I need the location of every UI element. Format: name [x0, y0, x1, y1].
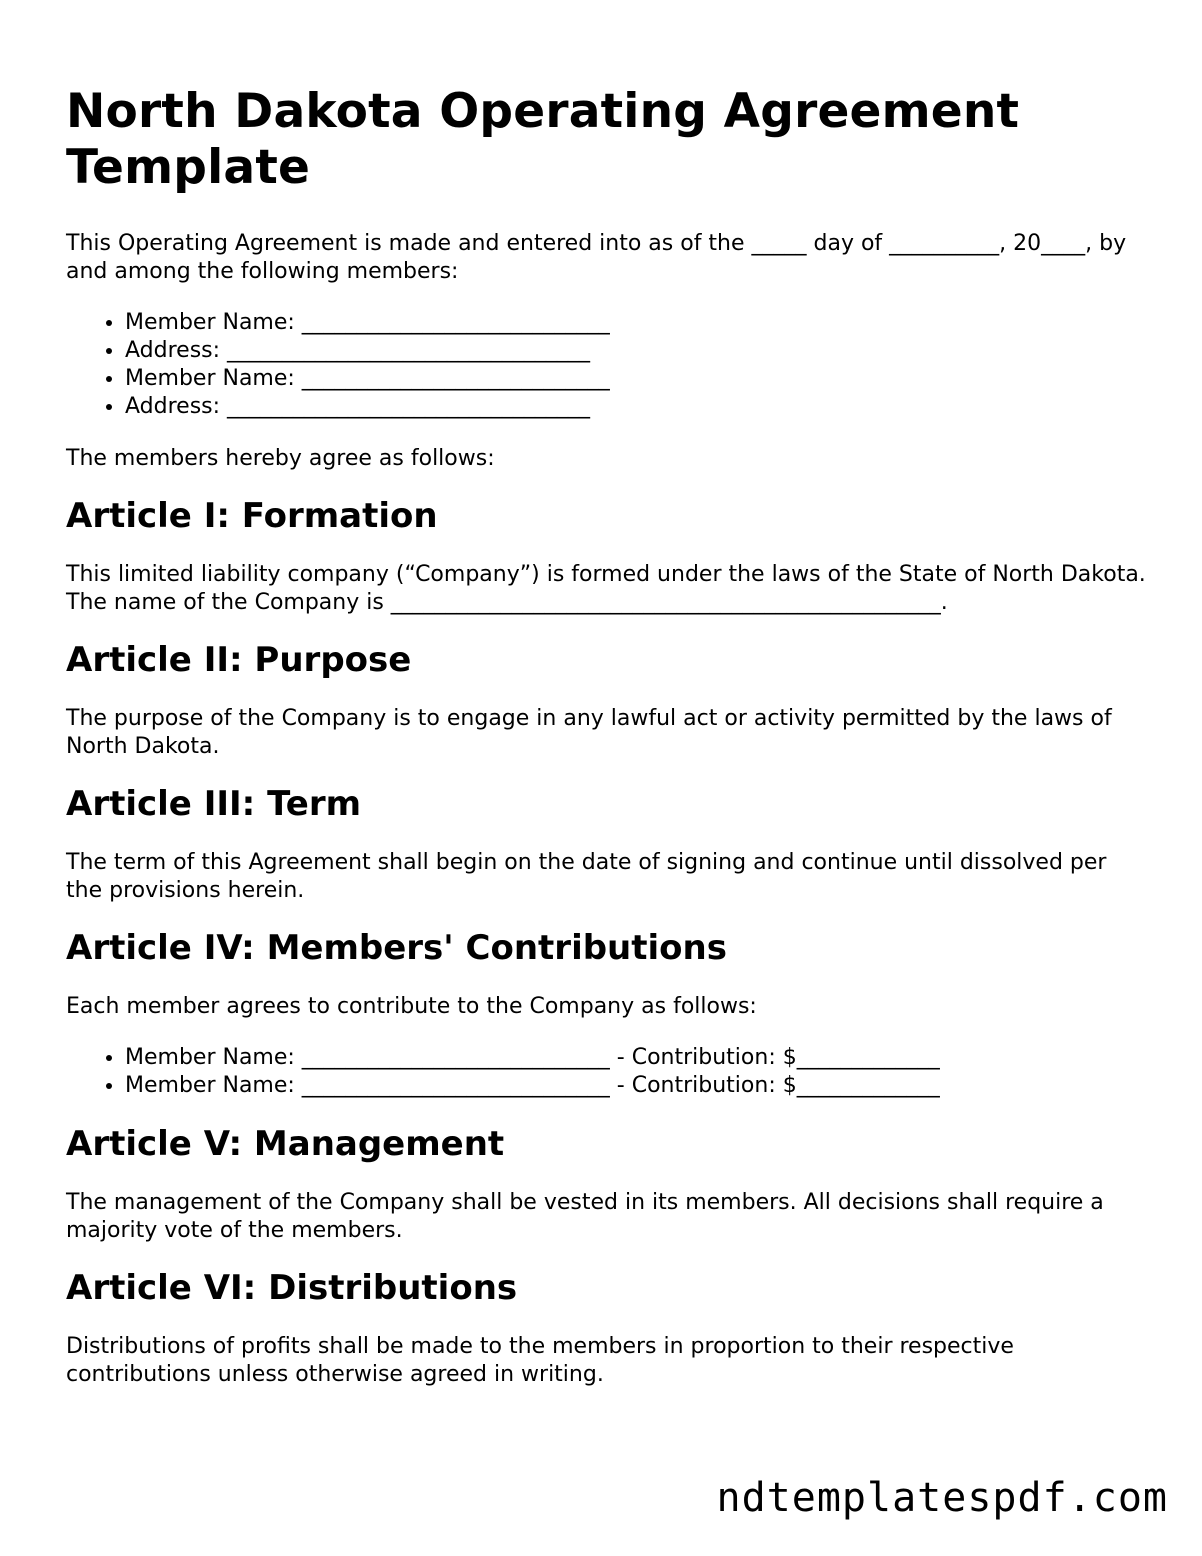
watermark-text: ndtemplatespdf.com: [716, 1475, 1168, 1521]
article-heading-contributions: Article IV: Members' Contributions: [66, 928, 727, 968]
list-item: • Member Name: ____________________________ - Contribution: $_____________: [125, 1044, 1146, 1072]
document-title: North Dakota Operating Agreement Template: [66, 84, 1020, 195]
article-body-management: The management of the Company shall be vested in its members. All decisions shall require a majority vote of the members.: [66, 1190, 1104, 1243]
list-item: • Member Name: ____________________________: [125, 309, 1146, 337]
article-heading-purpose: Article II: Purpose: [66, 640, 412, 680]
article-heading-distributions: Article VI: Distributions: [66, 1268, 518, 1308]
members-list: [66, 309, 1146, 421]
intro-paragraph: This Operating Agreement is made and entered into as of the _____ day of __________, 20____, by and among the following members:: [66, 231, 1127, 284]
agree-paragraph: The members hereby agree as follows:: [66, 446, 495, 471]
document-page: [66, 84, 1146, 1412]
article-heading-management: Article V: Management: [66, 1124, 505, 1164]
article-heading-formation: Article I: Formation: [66, 496, 438, 536]
list-item: • Member Name: ____________________________ - Contribution: $_____________: [125, 1072, 1146, 1100]
list-item: • Member Name: ____________________________: [125, 365, 1146, 393]
article-heading-term: Article III: Term: [66, 784, 362, 824]
article-body-purpose: The purpose of the Company is to engage in any lawful act or activity permitted by the laws of North Dakota.: [66, 706, 1112, 759]
article-body-contributions: Each member agrees to contribute to the Company as follows:: [66, 994, 757, 1019]
list-item: • Address: _________________________________: [125, 337, 1146, 365]
article-body-distributions: Distributions of profits shall be made to the members in proportion to their respective contributions unless otherwise agreed in writing.: [66, 1334, 1014, 1387]
list-item: • Address: _________________________________: [125, 393, 1146, 421]
article-body-formation: This limited liability company (“Company”) is formed under the laws of the State of North Dakota. The name of the Company is __________________________________________________.: [66, 562, 1146, 615]
contributions-list: [66, 1044, 1146, 1100]
article-body-term: The term of this Agreement shall begin on the date of signing and continue until dissolved per the provisions herein.: [66, 850, 1107, 903]
